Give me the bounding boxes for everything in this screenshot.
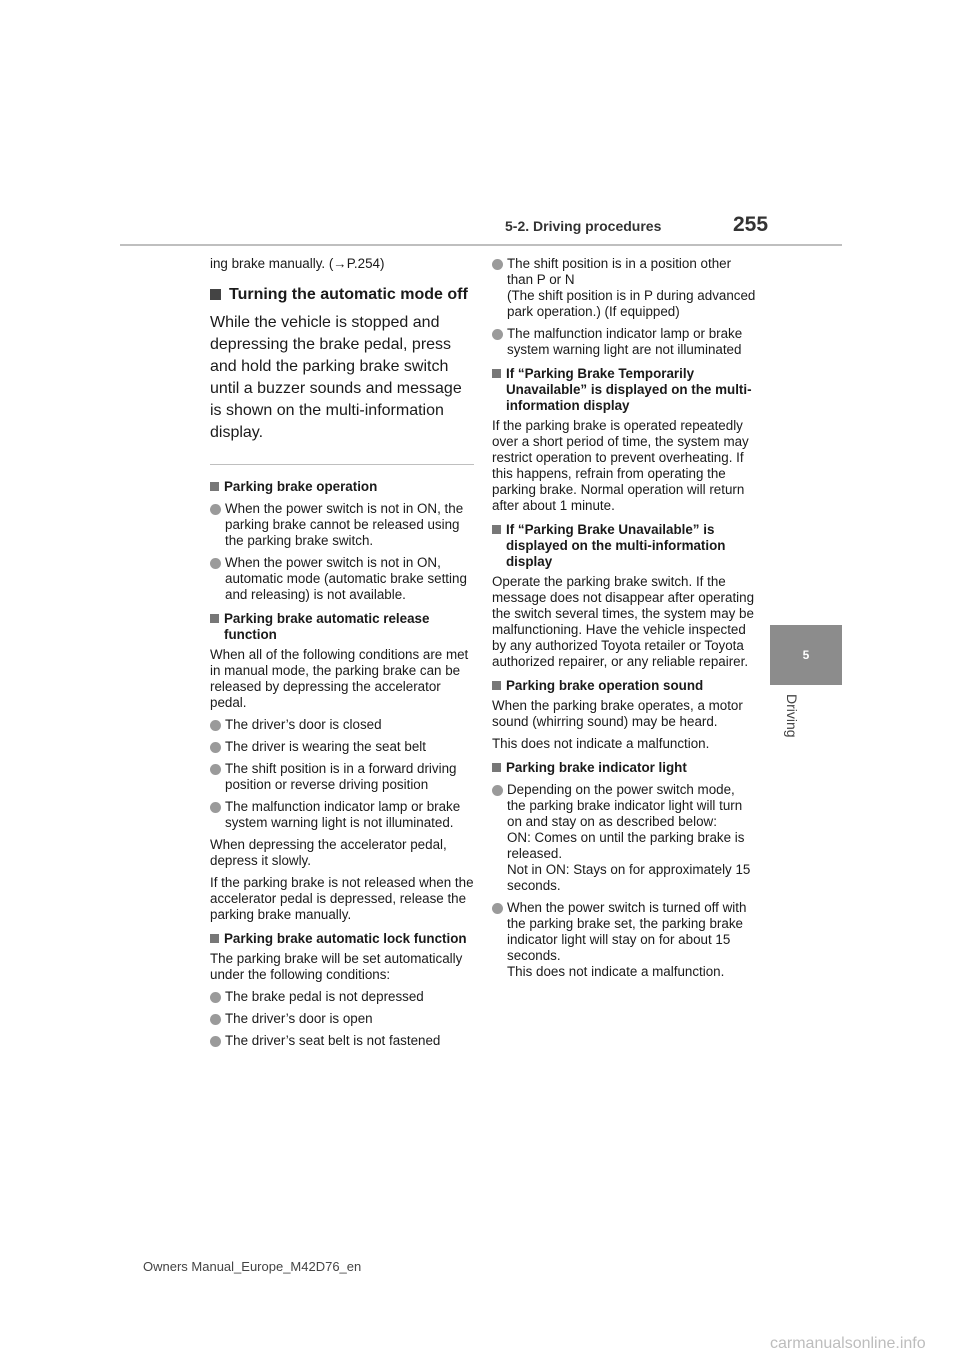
chapter-tab (770, 625, 842, 685)
bullet-dot-icon (210, 802, 221, 813)
list-item-text: The driver’s door is closed (225, 717, 382, 732)
list-item (210, 501, 474, 549)
unavailable-heading-text: If “Parking Brake Unavailable” is displayed on the multi-information display (506, 522, 726, 569)
heading-square-icon (210, 482, 219, 491)
temp-unavailable-heading-text: If “Parking Brake Temporarily Unavailable” is displayed on the multi-information display (506, 366, 752, 413)
bullet-dot-icon (210, 742, 221, 753)
lock-heading-text: Parking brake automatic lock function (224, 931, 467, 946)
bullet-dot-icon (492, 259, 503, 270)
footer-doc-id: Owners Manual_Europe_M42D76_en (143, 1259, 362, 1274)
heading-square-icon (492, 369, 501, 378)
lock-text: The parking brake will be set automatically under the following conditions: (210, 951, 463, 982)
sound-note: This does not indicate a malfunction. (492, 736, 710, 751)
list-item (210, 799, 474, 831)
sound-heading (492, 678, 756, 694)
list-item-text: The driver’s seat belt is not fastened (225, 1033, 441, 1048)
list-item (492, 900, 756, 980)
chapter-label (780, 694, 810, 754)
list-item-text: The brake pedal is not depressed (225, 989, 424, 1004)
operation-heading-text: Parking brake operation (224, 479, 378, 494)
list-item-text: The shift position is in a forward driving position or reverse driving position (225, 761, 457, 792)
release-text: When all of the following conditions are met in manual mode, the parking brake can be released by depressing the accelerator pedal. (210, 647, 469, 710)
bullet-dot-icon (492, 785, 503, 796)
list-item-text: When the power switch is not in ON, automatic mode (automatic brake setting and releasing) is not available. (225, 555, 467, 602)
indicator-heading (492, 760, 756, 776)
sound-heading-text: Parking brake operation sound (506, 678, 704, 693)
indicator-heading-text: Parking brake indicator light (506, 760, 687, 775)
release-heading-text: Parking brake automatic release function (224, 611, 430, 642)
section-title: 5-2. Driving procedures (505, 218, 662, 234)
list-item (210, 717, 474, 733)
list-item-text: When the power switch is not in ON, the parking brake cannot be released using the parking brake switch. (225, 501, 464, 548)
lock-heading (210, 931, 474, 947)
left-column (210, 256, 474, 1055)
temp-unavailable-heading (492, 366, 756, 414)
release-heading (210, 611, 474, 643)
bullet-dot-icon (210, 504, 221, 515)
heading-square-icon (210, 289, 221, 300)
list-item-text: When the power switch is turned off with the parking brake set, the parking brake indicator light will stay on for about 15 seconds. This does not indicate a malfunction. (507, 900, 747, 979)
list-item (492, 782, 756, 894)
list-item (210, 761, 474, 793)
turn-off-heading (210, 284, 474, 306)
bullet-dot-icon (210, 992, 221, 1003)
bullet-dot-icon (210, 764, 221, 775)
list-item-text: The shift position is in a position other than P or N (The shift position is in P during advanced park operation.) (If equipped) (507, 256, 756, 319)
release-note: When depressing the accelerator pedal, depress it slowly. (210, 837, 447, 868)
list-item (210, 1033, 474, 1049)
turn-off-heading-text: Turning the automatic mode off (229, 286, 468, 303)
right-column (492, 256, 756, 986)
list-item (210, 1011, 474, 1027)
list-item-text: The malfunction indicator lamp or brake system warning light is not illuminated. (225, 799, 461, 830)
list-item-text: The malfunction indicator lamp or brake system warning light are not illuminated (507, 326, 743, 357)
list-item (210, 989, 474, 1005)
heading-square-icon (492, 681, 501, 690)
list-item-text: Depending on the power switch mode, the parking brake indicator light will turn on and stay on as described below: ON: Comes on until the parking brake is released. Not in ON: Stays on for approximately 15 seconds. (507, 782, 751, 893)
heading-square-icon (210, 614, 219, 623)
list-item (492, 256, 756, 320)
bullet-dot-icon (210, 558, 221, 569)
header-divider (120, 244, 842, 246)
page-number: 255 (733, 213, 769, 236)
list-item-text: The driver’s door is open (225, 1011, 373, 1026)
list-item (210, 739, 474, 755)
bullet-dot-icon (210, 720, 221, 731)
release-note: If the parking brake is not released when the accelerator pedal is depressed, release the parking brake manually. (210, 875, 474, 922)
bullet-dot-icon (210, 1036, 221, 1047)
watermark: carmanualsonline.info (770, 1335, 926, 1352)
bullet-dot-icon (210, 1014, 221, 1025)
turn-off-body: While the vehicle is stopped and depressing the brake pedal, press and hold the parking brake switch until a buzzer sounds and message is shown on the multi-information display. (210, 314, 462, 441)
sound-text: When the parking brake operates, a motor sound (whirring sound) may be heard. (492, 698, 743, 729)
heading-square-icon (492, 763, 501, 772)
unavailable-heading (492, 522, 756, 570)
heading-square-icon (492, 525, 501, 534)
intro-text: ing brake manually. (→P.254) (210, 256, 385, 271)
heading-square-icon (210, 934, 219, 943)
chapter-label-text: Driving (784, 694, 800, 738)
section-divider (210, 464, 474, 465)
operation-heading (210, 479, 474, 495)
list-item (492, 326, 756, 358)
unavailable-text: Operate the parking brake switch. If the message does not disappear after operating the switch several times, the system may be malfunctioning. Have the vehicle inspected by any authorized Toyota retailer or Toyota authorized repairer, or any reliable repairer. (492, 574, 755, 669)
list-item-text: The driver is wearing the seat belt (225, 739, 426, 754)
temp-unavailable-text: If the parking brake is operated repeatedly over a short period of time, the system may restrict operation to prevent overheating. If this happens, refrain from operating the parking brake. Normal operation will return after about 1 minute. (492, 418, 749, 513)
chapter-number: 5 (802, 648, 810, 662)
bullet-dot-icon (492, 903, 503, 914)
list-item (210, 555, 474, 603)
bullet-dot-icon (492, 329, 503, 340)
